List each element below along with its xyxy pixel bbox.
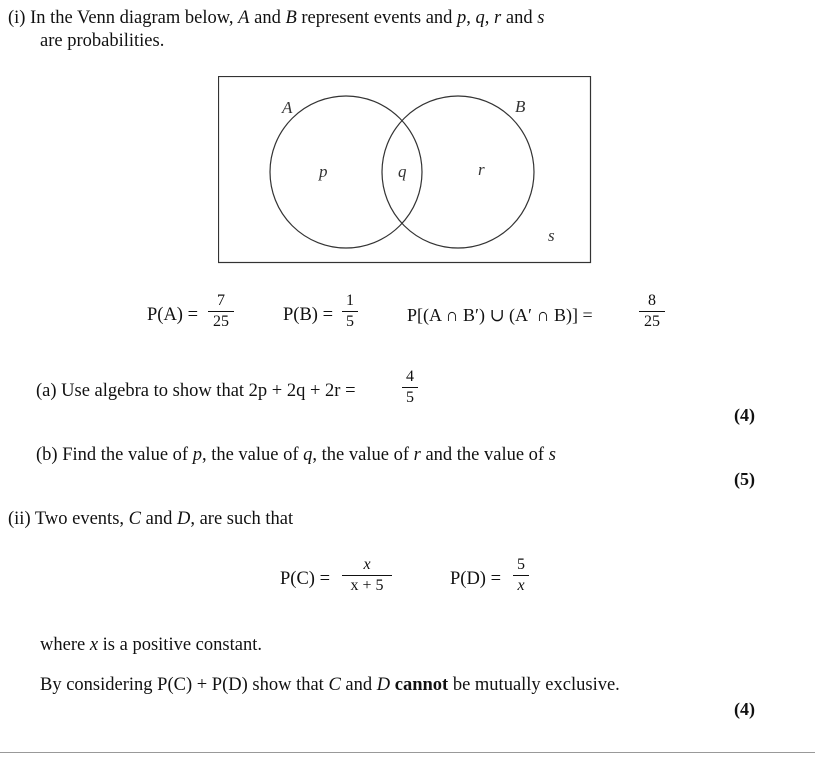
- given-pa-fraction: 7 25: [208, 292, 234, 331]
- pc-fraction: x x + 5: [342, 556, 392, 595]
- part-b-text: (b) Find the value of p, the value of q, the value of r and the value of s: [36, 445, 556, 465]
- pc-lhs: P(C) =: [280, 569, 331, 589]
- label-s: s: [548, 226, 555, 245]
- label-r: r: [478, 160, 485, 179]
- pd-fraction: 5 x: [513, 556, 529, 595]
- part-i-label: (i): [8, 8, 26, 28]
- given-pa-lhs: P(A) =: [147, 305, 199, 325]
- consider-text: By considering P(C) + P(D) show that C and D cannot be mutually exclusive.: [40, 675, 620, 695]
- pd-lhs: P(D) =: [450, 569, 502, 589]
- given-union-fraction: 8 25: [639, 292, 665, 331]
- label-q: q: [398, 162, 407, 181]
- label-a: A: [282, 98, 293, 117]
- part-i-intro: (i) In the Venn diagram below, A and B represent events and p, q, r and s: [8, 8, 545, 28]
- given-pb-lhs: P(B) =: [283, 305, 334, 325]
- part-ii-marks: (4): [734, 699, 755, 719]
- part-a-marks: (4): [734, 405, 755, 425]
- venn-diagram: [218, 76, 592, 264]
- label-b: B: [515, 97, 526, 116]
- where-text: where x is a positive constant.: [40, 635, 262, 655]
- given-pb-fraction: 1 5: [342, 292, 358, 331]
- bottom-divider: [0, 752, 815, 753]
- part-a-fraction: 4 5: [402, 368, 418, 407]
- cannot-emphasis: cannot: [394, 675, 449, 695]
- part-i-intro-line2: are probabilities.: [40, 31, 165, 51]
- given-union-lhs: P[(A ∩ B′) ∪ (A′ ∩ B)] =: [407, 305, 593, 325]
- part-ii-intro: (ii) Two events, C and D, are such that: [8, 509, 294, 529]
- label-p: p: [319, 162, 328, 181]
- part-a-text: (a) Use algebra to show that 2p + 2q + 2r =: [36, 381, 356, 401]
- part-b-marks: (5): [734, 469, 755, 489]
